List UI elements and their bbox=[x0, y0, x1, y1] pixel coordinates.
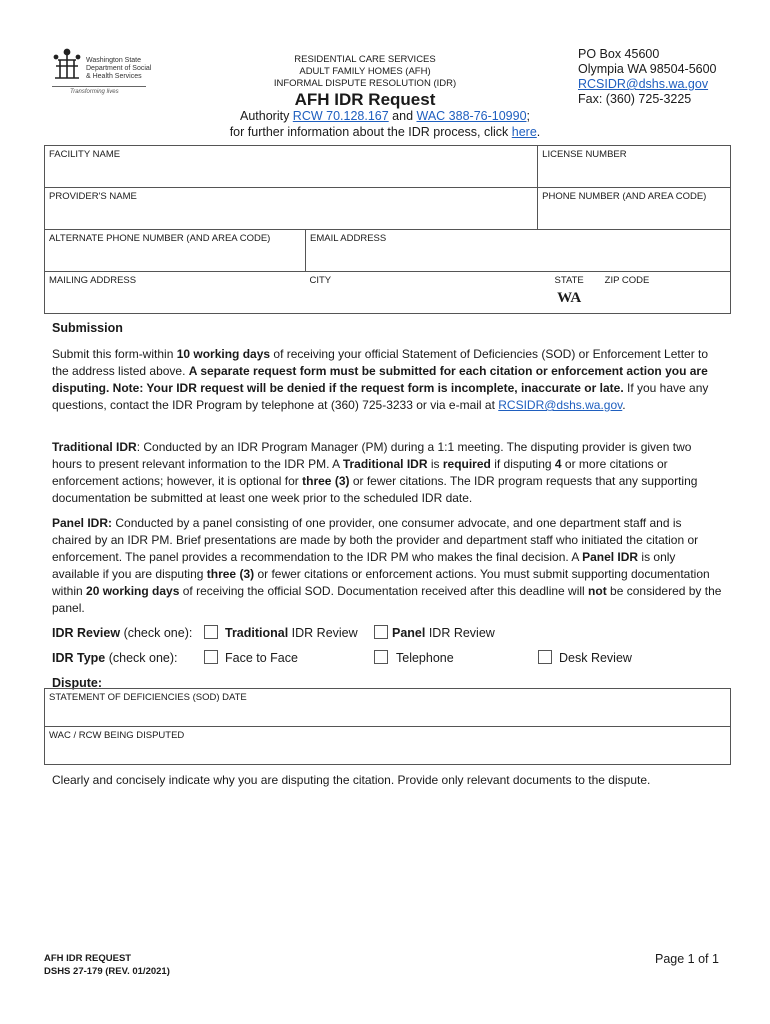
text-bold: Traditional bbox=[225, 626, 289, 640]
program-name: RESIDENTIAL CARE SERVICES bbox=[294, 54, 436, 65]
text-bold: A separate request form must be submitted for each citation or enforcement action you are disputing. Note: Your IDR request will be denied if the request form is incomplete, inaccurate or late. bbox=[52, 364, 708, 395]
info-line bbox=[0, 125, 770, 139]
field-label: ALTERNATE PHONE NUMBER (AND AREA CODE) bbox=[49, 233, 271, 244]
text: Submit this form-within bbox=[52, 347, 177, 361]
logo-tagline: Transforming lives bbox=[70, 89, 119, 95]
field-label: LICENSE NUMBER bbox=[542, 149, 627, 160]
dshs-emblem-icon bbox=[52, 48, 82, 88]
field-label: MAILING ADDRESS bbox=[49, 275, 137, 286]
text-bold: three (3) bbox=[206, 567, 255, 581]
dshs-logo bbox=[52, 48, 152, 102]
field-label: FACILITY NAME bbox=[49, 149, 121, 160]
field-label: CITY bbox=[309, 275, 332, 286]
mailing-address-field[interactable] bbox=[45, 272, 306, 314]
page-number: Page 1 of 1 bbox=[655, 952, 719, 966]
field-label: EMAIL ADDRESS bbox=[310, 233, 387, 244]
text-bold: 4 bbox=[554, 457, 562, 471]
face-to-face-checkbox[interactable] bbox=[204, 650, 218, 664]
text-bold: IDR Type bbox=[52, 651, 106, 665]
wac-rcw-field[interactable] bbox=[45, 727, 731, 765]
submission-paragraph bbox=[52, 346, 724, 414]
zip-code-field[interactable] bbox=[601, 272, 731, 314]
text-bold: required bbox=[442, 457, 491, 471]
field-label: PROVIDER'S NAME bbox=[49, 191, 137, 202]
punctuation: ; bbox=[526, 109, 531, 123]
text: IDR Review bbox=[425, 626, 495, 640]
idr-email-link[interactable]: RCSIDR@dshs.wa.gov bbox=[498, 398, 623, 412]
traditional-idr-paragraph bbox=[52, 439, 724, 507]
field-label: ZIP CODE bbox=[604, 275, 650, 286]
text: IDR Review bbox=[288, 626, 358, 640]
panel-review-label bbox=[392, 626, 495, 640]
field-label: WAC / RCW BEING DISPUTED bbox=[49, 730, 185, 741]
and-text: and bbox=[388, 109, 417, 123]
facility-name-field[interactable] bbox=[45, 146, 538, 188]
text: (check one): bbox=[105, 651, 178, 665]
field-label: STATE bbox=[554, 275, 584, 286]
submission-heading: Submission bbox=[52, 321, 123, 335]
text: or fewer citations. The IDR program requests that any supporting documentation be submitted at least one week prior to the scheduled IDR date. bbox=[52, 474, 698, 505]
here-link[interactable]: here bbox=[511, 125, 537, 139]
text: is only available if you are disputing bbox=[52, 550, 676, 581]
panel-idr-paragraph bbox=[52, 515, 724, 617]
email-link[interactable]: RCSIDR@dshs.wa.gov bbox=[578, 77, 709, 91]
text-bold: 20 working days bbox=[86, 584, 180, 598]
program-name: INFORMAL DISPUTE RESOLUTION (IDR) bbox=[273, 78, 457, 89]
logo-divider bbox=[52, 86, 146, 87]
text-bold: Traditional IDR bbox=[52, 440, 137, 454]
page-title: AFH IDR Request bbox=[294, 90, 436, 109]
text-bold: Panel bbox=[392, 626, 426, 640]
authority-line bbox=[0, 109, 770, 123]
dispute-heading: Dispute: bbox=[52, 676, 102, 690]
state-value: WA bbox=[557, 290, 582, 306]
text: : Conducted by an IDR Program Manager (PM) during a 1:1 meeting. The disputing provider is given two hours to present relevant information to the IDR PM. A bbox=[52, 440, 692, 471]
text: . bbox=[622, 398, 626, 412]
telephone-label: Telephone bbox=[396, 651, 454, 665]
text: if disputing bbox=[490, 457, 555, 471]
text-bold: IDR Review bbox=[52, 626, 121, 640]
provider-info-form bbox=[44, 145, 731, 314]
providers-name-field[interactable] bbox=[45, 188, 538, 230]
text-bold: 10 working days bbox=[176, 347, 271, 361]
text: or more citations or enforcement actions; however, it is optional for bbox=[52, 457, 668, 488]
idr-type-label bbox=[52, 651, 178, 665]
logo-text: Department of Social bbox=[86, 65, 152, 72]
address-line: Olympia WA 98504-5600 bbox=[578, 62, 717, 76]
alt-phone-field[interactable] bbox=[45, 230, 306, 272]
phone-number-field[interactable] bbox=[538, 188, 731, 230]
city-field[interactable] bbox=[306, 272, 538, 314]
form-number: DSHS 27-179 (REV. 01/2021) bbox=[44, 966, 170, 977]
authority-label: Authority bbox=[239, 109, 293, 123]
form-name: AFH IDR REQUEST bbox=[44, 953, 132, 964]
panel-review-checkbox[interactable] bbox=[374, 625, 388, 639]
text: of receiving the official SOD. Documentation received after this deadline will bbox=[179, 584, 589, 598]
traditional-review-label bbox=[225, 626, 358, 640]
license-number-field[interactable] bbox=[538, 146, 731, 188]
program-name: ADULT FAMILY HOMES (AFH) bbox=[299, 66, 431, 77]
field-label: STATEMENT OF DEFICIENCIES (SOD) DATE bbox=[49, 692, 247, 703]
email-address-field[interactable] bbox=[306, 230, 731, 272]
punctuation: . bbox=[536, 125, 541, 139]
desk-review-checkbox[interactable] bbox=[538, 650, 552, 664]
telephone-checkbox[interactable] bbox=[374, 650, 388, 664]
text: (check one): bbox=[120, 626, 193, 640]
state-field[interactable] bbox=[538, 272, 601, 314]
field-label: PHONE NUMBER (AND AREA CODE) bbox=[542, 191, 707, 202]
text: Conducted by a panel consisting of one provider, one consumer advocate, and one department staff and is chaired by an IDR PM. Brief presentations are made by both the provider and department staff who initiated the citation or enforcement. The panel provides a recommendation to the IDR PM who makes the final decision. A bbox=[52, 516, 699, 564]
fax-number: Fax: (360) 725-3225 bbox=[578, 92, 692, 106]
text-bold: not bbox=[588, 584, 607, 598]
address-line: PO Box 45600 bbox=[578, 47, 660, 61]
text-bold: three (3) bbox=[302, 474, 350, 488]
info-text: for further information about the IDR process, click bbox=[229, 125, 512, 139]
logo-text: Washington State bbox=[86, 57, 141, 64]
rcw-link[interactable]: RCW 70.128.167 bbox=[292, 109, 389, 123]
text-bold: Panel IDR bbox=[582, 550, 639, 564]
idr-review-label bbox=[52, 626, 192, 640]
sod-date-field[interactable] bbox=[45, 689, 731, 727]
text: is bbox=[427, 457, 443, 471]
traditional-review-checkbox[interactable] bbox=[204, 625, 218, 639]
text: or fewer citations or enforcement actions. You must submit supporting documentation within bbox=[52, 567, 710, 598]
text-bold: Traditional IDR bbox=[342, 457, 428, 471]
text-bold: Panel IDR: bbox=[52, 516, 113, 530]
text: be considered by the panel. bbox=[52, 584, 722, 615]
logo-text: & Health Services bbox=[86, 73, 142, 80]
face-to-face-label: Face to Face bbox=[225, 651, 298, 665]
dispute-form bbox=[44, 688, 731, 765]
wac-link[interactable]: WAC 388-76-10990 bbox=[416, 109, 527, 123]
text: of receiving your official Statement of Deficiencies (SOD) or Enforcement Letter to the address listed above. bbox=[52, 347, 709, 378]
text: If you have any questions, contact the IDR Program by telephone at (360) 725-3233 or via e-mail at bbox=[52, 381, 709, 412]
desk-review-label: Desk Review bbox=[559, 651, 632, 665]
dispute-instruction: Clearly and concisely indicate why you are disputing the citation. Provide only relevant documents to the dispute. bbox=[52, 773, 651, 787]
